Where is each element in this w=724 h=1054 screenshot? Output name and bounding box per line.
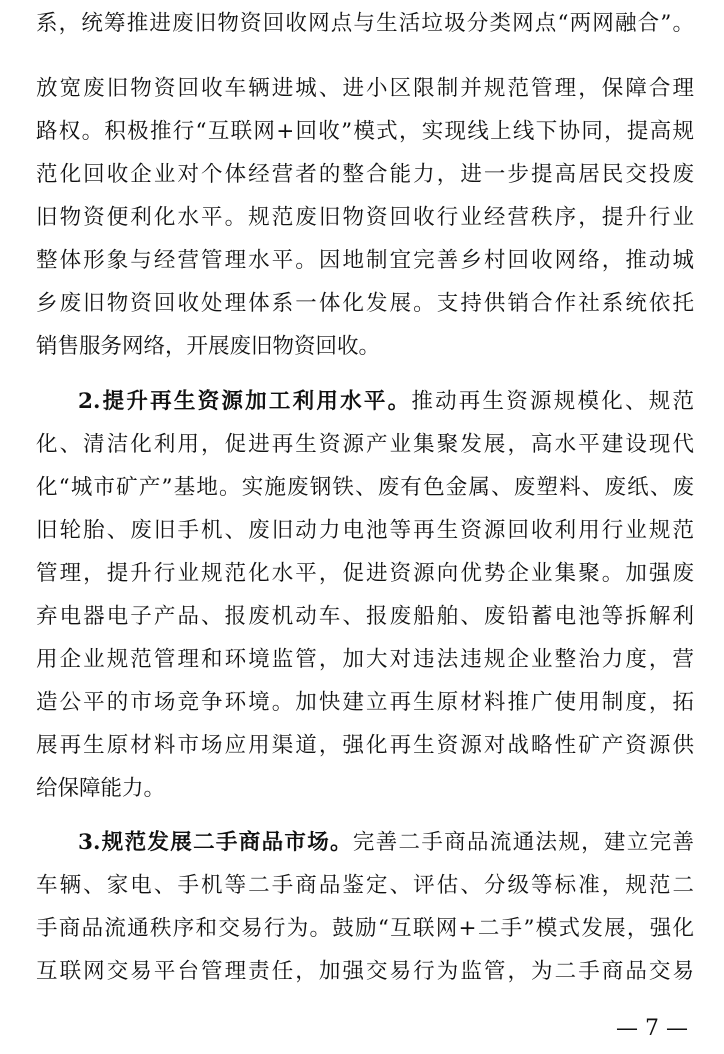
paragraph-line: 弃电器电子产品、报废机动车、报废船舶、废铅蓄电池等拆解利	[36, 604, 694, 629]
paragraph-line: 范化回收企业对个体经营者的整合能力，进一步提高居民交投废	[36, 162, 694, 187]
paragraph-line: 手商品流通秩序和交易行为。鼓励“互联网+二手”模式发展，强化	[36, 916, 694, 941]
paragraph-line: 乡废旧物资回收处理体系一体化发展。支持供销合作社系统依托	[36, 291, 694, 316]
paragraph-line: 旧物资便利化水平。规范废旧物资回收行业经营秩序，提升行业	[36, 205, 694, 230]
paragraph-line: 整体形象与经营管理水平。因地制宜完善乡村回收网络，推动城	[36, 248, 694, 273]
paragraph-line: 系，统筹推进废旧物资回收网点与生活垃圾分类网点“两网融合”。	[36, 11, 694, 36]
paragraph-line: 车辆、家电、手机等二手商品鉴定、评估、分级等标准，规范二	[36, 873, 694, 898]
paragraph-line: 化“城市矿产”基地。实施废钢铁、废有色金属、废塑料、废纸、废	[36, 475, 694, 500]
page-number: — 7 —	[616, 1016, 688, 1041]
section-2-heading: 2.提升再生资源加工利用水平。	[78, 389, 412, 414]
paragraph-line: 展再生原材料市场应用渠道，强化再生资源对战略性矿产资源供	[36, 733, 694, 758]
section-3-first-line	[78, 823, 694, 863]
paragraph-line: 放宽废旧物资回收车辆进城、进小区限制并规范管理，保障合理	[36, 76, 694, 101]
paragraph-line: 给保障能力。	[36, 776, 166, 801]
paragraph-line: 管理，提升行业规范化水平，促进资源向优势企业集聚。加强废	[36, 561, 694, 586]
paragraph-line: 用企业规范管理和环境监管，加大对违法违规企业整治力度，营	[36, 647, 694, 672]
section-2-first-line-text: 推动再生资源规模化、规范	[411, 389, 694, 414]
section-3-heading: 3.规范发展二手商品市场。	[78, 830, 353, 855]
paragraph-line: 销售服务网络，开展废旧物资回收。	[36, 334, 381, 359]
paragraph-line: 化、清洁化利用，促进再生资源产业集聚发展，高水平建设现代	[36, 432, 694, 457]
section-3-first-line-text: 完善二手商品流通法规，建立完善	[352, 830, 694, 855]
paragraph-line: 造公平的市场竞争环境。加快建立再生原材料推广使用制度，拓	[36, 690, 694, 715]
paragraph-line: 旧轮胎、废旧手机、废旧动力电池等再生资源回收利用行业规范	[36, 518, 694, 543]
paragraph-line: 路权。积极推行“互联网+回收”模式，实现线上线下协同，提高规	[36, 119, 694, 144]
paragraph-line: 互联网交易平台管理责任，加强交易行为监管，为二手商品交易	[36, 959, 694, 984]
section-2-first-line	[78, 382, 694, 422]
